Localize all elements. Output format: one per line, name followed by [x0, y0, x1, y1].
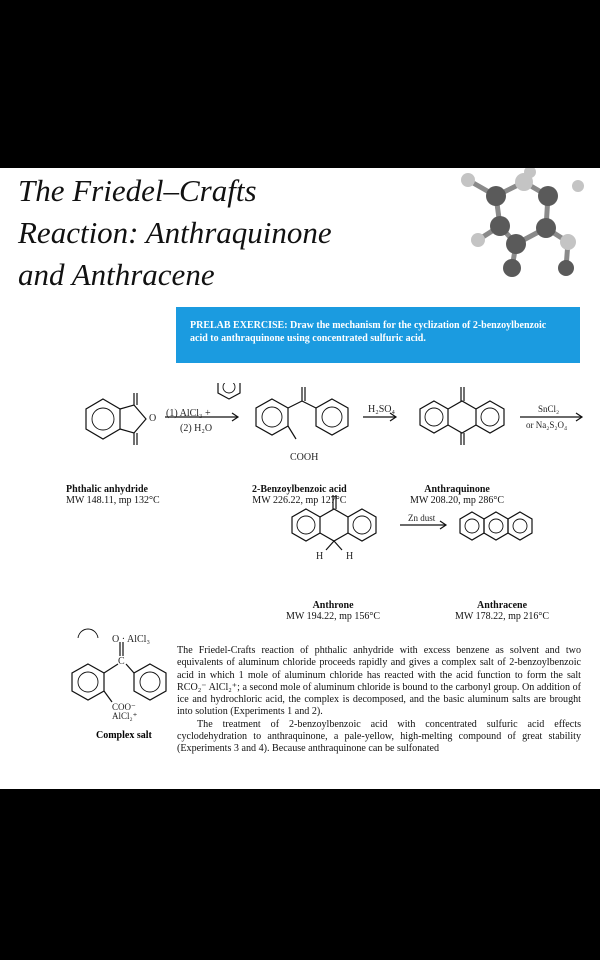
complex-alcl3-label: O · AlCl₃	[112, 634, 150, 645]
paragraph-1: The Friedel-Crafts reaction of phthalic anhydride with excess benzene as solvent and two equivalents of aluminum chloride proceeds rapidly and gives a complex salt of 2-benzoylbenzoic acid in which 1 mole of aluminum chloride has reacted with the acid function to form the salt RCO₂⁻ AlCl₂⁺; a second mole of aluminum chloride is bound to the carbonyl group. On addition of ice and hydrochloric acid, the complex is decomposed, and the basic aluminum salts are brought into solution (Experiments 1 and 2).	[177, 645, 581, 718]
reagent-h2so4: H₂SO₄	[368, 404, 395, 415]
body-text	[177, 645, 581, 756]
textbook-page	[0, 168, 600, 789]
anthrone-h-right: H	[346, 551, 354, 562]
anhydride-ring-oxygen: O	[149, 413, 157, 424]
phthalic-anhydride-benzene-ring	[86, 399, 120, 439]
title-line-1: The Friedel–Crafts	[18, 173, 257, 208]
compound-label-anthracene: Anthracene MW 178.22, mp 216°C	[455, 600, 550, 622]
compound-label-anthraquinone: Anthraquinone MW 208.20, mp 286°C	[410, 484, 505, 506]
compound-label-benzoylbenzoic-acid: 2-Benzoylbenzoic acid MW 226.22, mp 127°C	[252, 484, 347, 506]
reagent-sncl2: SnCl₂	[538, 404, 560, 414]
cooh-group-label: COOH	[290, 452, 319, 463]
reagent-alcl3-benzene: (1) AlCl₃ +	[166, 408, 211, 419]
anthrone-h-left: H	[316, 551, 324, 562]
prelab-exercise-box: PRELAB EXERCISE: Draw the mechanism for the cyclization of 2-benzoylbenzoic acid to anthraquinone using concentrated sulfuric acid.	[176, 307, 580, 363]
complex-coo-label: COO⁻	[112, 702, 136, 712]
title-line-2: Reaction: Anthraquinone	[18, 215, 332, 250]
compound-label-anthrone: Anthrone MW 194.22, mp 156°C	[286, 600, 381, 622]
chapter-title	[18, 170, 332, 296]
compound-label-phthalic-anhydride: Phthalic anhydride MW 148.11, mp 132°C	[66, 484, 160, 506]
reagent-zn-dust: Zn dust	[408, 513, 436, 523]
benzene-reagent-ring	[218, 383, 240, 399]
reagent-h2o: (2) H₂O	[180, 423, 213, 434]
complex-salt-caption: Complex salt	[96, 730, 152, 741]
title-line-3: and Anthracene	[18, 257, 215, 292]
complex-alcl2-label: AlCl₂⁺	[112, 711, 138, 721]
reagent-na2s2o4: or Na₂S₂O₄	[526, 420, 568, 430]
molecular-model-image	[438, 168, 588, 278]
paragraph-2: The treatment of 2-benzoylbenzoic acid with concentrated sulfuric acid effects cyclodehydration to anthraquinone, a pale-yellow, high-melting compound of great stability (Experiments 3 and 4). Because anthraquinone can be sulfonated	[177, 718, 581, 755]
complex-carbon-label: C	[118, 656, 125, 667]
